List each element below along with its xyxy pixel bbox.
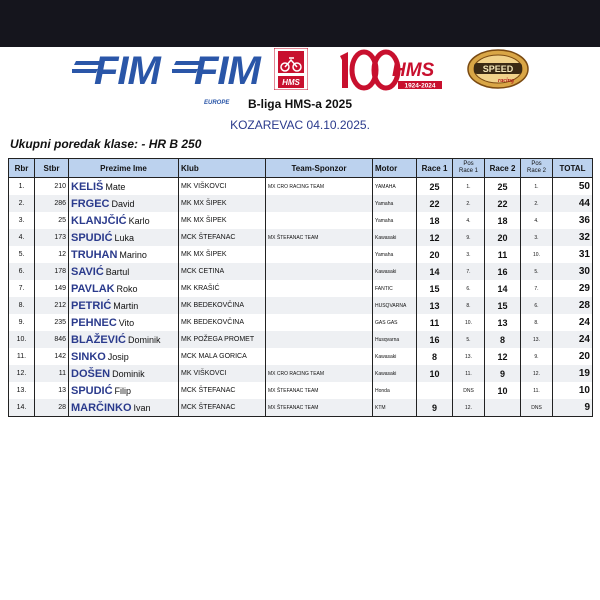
rider-firstname: Josip (107, 351, 129, 362)
cell-race1: 18 (417, 212, 453, 229)
table-row (9, 280, 593, 297)
cell-team: MX ŠTEFANAC TEAM (266, 382, 373, 399)
cell-pos-race1: 5. (453, 331, 485, 348)
event-subtitle: KOZAREVAC 04.10.2025. (230, 118, 370, 132)
header-race2: Race 2 (485, 159, 521, 178)
cell-rbr: 12. (9, 365, 35, 382)
cell-name (69, 212, 179, 229)
cell-race1: 9 (417, 399, 453, 417)
cell-club: MCK ŠTEFANAC (179, 382, 266, 399)
page-title: B-liga HMS-a 2025 (247, 97, 353, 111)
cell-stbr: 210 (35, 178, 69, 196)
cell-motor: Kawasaki (373, 365, 417, 382)
cell-total: 24 (553, 314, 593, 331)
cell-total: 44 (553, 195, 593, 212)
cell-team (266, 348, 373, 365)
rider-surname: PAVLAK (71, 282, 115, 295)
cell-race2: 16 (485, 263, 521, 280)
results-body (9, 178, 593, 417)
cell-stbr: 25 (35, 212, 69, 229)
cell-team: MX ŠTEFANAC TEAM (266, 229, 373, 246)
cell-stbr: 173 (35, 229, 69, 246)
cell-name (69, 195, 179, 212)
cell-pos-race1: 1. (453, 178, 485, 196)
cell-total: 50 (553, 178, 593, 196)
rider-surname: PETRIĆ (71, 299, 112, 312)
cell-rbr: 13. (9, 382, 35, 399)
cell-name (69, 348, 179, 365)
cell-stbr: 178 (35, 263, 69, 280)
cell-race2: 10 (485, 382, 521, 399)
cell-motor: KTM (373, 399, 417, 417)
rider-firstname: Martin (113, 300, 139, 311)
cell-motor: FANTIC (373, 280, 417, 297)
cell-race1: 20 (417, 246, 453, 263)
cell-name (69, 365, 179, 382)
cell-race2 (485, 399, 521, 417)
cell-pos-race2: 2. (521, 195, 553, 212)
cell-name (69, 280, 179, 297)
speed-racing-logo (466, 48, 530, 90)
cell-pos-race2: DNS (521, 399, 553, 417)
rider-surname: MARČINKO (71, 401, 132, 414)
cell-club: MK VIŠKOVCI (179, 365, 266, 382)
rider-surname: FRGEC (71, 197, 110, 210)
cell-motor: Honda (373, 382, 417, 399)
cell-club: MK MX ŠIPEK (179, 212, 266, 229)
cell-stbr: 11 (35, 365, 69, 382)
cell-team (266, 280, 373, 297)
cell-motor: Kawasaki (373, 263, 417, 280)
cell-race1: 10 (417, 365, 453, 382)
rider-firstname: Roko (116, 283, 138, 294)
cell-total: 36 (553, 212, 593, 229)
table-row (9, 382, 593, 399)
table-row (9, 212, 593, 229)
cell-team (266, 297, 373, 314)
cell-team (266, 263, 373, 280)
cell-race1: 13 (417, 297, 453, 314)
cell-race1: 22 (417, 195, 453, 212)
rider-surname: BLAŽEVIĆ (71, 333, 126, 346)
table-row (9, 399, 593, 417)
rider-surname: SPUDIĆ (71, 231, 113, 244)
cell-race2: 8 (485, 331, 521, 348)
header-name: Prezime Ime (69, 159, 179, 178)
cell-pos-race1: 3. (453, 246, 485, 263)
cell-total: 19 (553, 365, 593, 382)
class-label: Ukupni poredak klase: - HR B 250 (10, 137, 202, 151)
header-motor: Motor (373, 159, 417, 178)
rider-firstname: Karlo (128, 215, 150, 226)
cell-rbr: 14. (9, 399, 35, 417)
cell-team (266, 195, 373, 212)
rider-firstname: Luka (114, 232, 135, 243)
cell-team (266, 331, 373, 348)
rider-surname: SAVIĆ (71, 265, 104, 278)
rider-surname: PEHNEC (71, 316, 117, 329)
cell-pos-race2: 3. (521, 229, 553, 246)
cell-motor: Yamaha (373, 212, 417, 229)
rider-firstname: Dominik (127, 334, 161, 345)
cell-race2: 25 (485, 178, 521, 196)
cell-name (69, 314, 179, 331)
rider-firstname: Vito (118, 317, 135, 328)
cell-club: MCK MALA GORICA (179, 348, 266, 365)
cell-race1: 15 (417, 280, 453, 297)
hms-100-years-logo (334, 48, 444, 92)
cell-rbr: 4. (9, 229, 35, 246)
header-pos-race2: Pos Race 2 (521, 159, 553, 178)
cell-rbr: 3. (9, 212, 35, 229)
cell-total: 20 (553, 348, 593, 365)
cell-name (69, 331, 179, 348)
header-stbr: Stbr (35, 159, 69, 178)
cell-motor: HUSQVARNA (373, 297, 417, 314)
header-total: TOTAL (553, 159, 593, 178)
cell-total: 31 (553, 246, 593, 263)
svg-text:HMS: HMS (392, 60, 435, 81)
cell-club: MK BEDEKOVČINA (179, 297, 266, 314)
cell-club: MK MX ŠIPEK (179, 246, 266, 263)
table-row (9, 178, 593, 196)
header-club: Klub (179, 159, 266, 178)
cell-race1 (417, 382, 453, 399)
rider-firstname: Bartul (105, 266, 130, 277)
cell-pos-race2: 13. (521, 331, 553, 348)
cell-team (266, 212, 373, 229)
cell-club: MCK ŠTEFANAC (179, 399, 266, 417)
header-race1: Race 1 (417, 159, 453, 178)
cell-stbr: 235 (35, 314, 69, 331)
cell-pos-race2: 8. (521, 314, 553, 331)
cell-race2: 14 (485, 280, 521, 297)
cell-total: 9 (553, 399, 593, 417)
cell-race1: 25 (417, 178, 453, 196)
rider-firstname: Dominik (112, 368, 145, 379)
cell-pos-race2: 4. (521, 212, 553, 229)
cell-pos-race2: 10. (521, 246, 553, 263)
cell-pos-race1: DNS (453, 382, 485, 399)
cell-race2: 15 (485, 297, 521, 314)
cell-rbr: 1. (9, 178, 35, 196)
cell-name (69, 399, 179, 417)
hms-logo (274, 48, 308, 90)
rider-surname: SPUDIĆ (71, 384, 113, 397)
cell-motor: Husqvarna (373, 331, 417, 348)
cell-club: MK VIŠKOVCI (179, 178, 266, 196)
cell-total: 10 (553, 382, 593, 399)
cell-pos-race1: 8. (453, 297, 485, 314)
cell-rbr: 8. (9, 297, 35, 314)
cell-rbr: 6. (9, 263, 35, 280)
table-header-row (9, 159, 593, 178)
table-row (9, 229, 593, 246)
cell-pos-race2: 11. (521, 382, 553, 399)
cell-stbr: 149 (35, 280, 69, 297)
cell-pos-race2: 7. (521, 280, 553, 297)
header-pos-race1: Pos Race 1 (453, 159, 485, 178)
table-row (9, 297, 593, 314)
cell-race1: 8 (417, 348, 453, 365)
cell-club: MK POŽEGA PROMET (179, 331, 266, 348)
cell-team (266, 314, 373, 331)
cell-pos-race1: 12. (453, 399, 485, 417)
cell-name (69, 382, 179, 399)
svg-text:1924-2024: 1924-2024 (404, 82, 436, 90)
table-row (9, 195, 593, 212)
cell-race2: 9 (485, 365, 521, 382)
cell-motor: Yamaha (373, 195, 417, 212)
cell-total: 32 (553, 229, 593, 246)
cell-total: 29 (553, 280, 593, 297)
cell-name (69, 229, 179, 246)
rider-firstname: Mate (105, 181, 126, 192)
cell-club: MCK CETINA (179, 263, 266, 280)
cell-team: MX ŠTEFANAC TEAM (266, 399, 373, 417)
cell-pos-race1: 7. (453, 263, 485, 280)
cell-pos-race1: 2. (453, 195, 485, 212)
header-team: Team-Sponzor (266, 159, 373, 178)
cell-motor: Kawasaki (373, 229, 417, 246)
cell-pos-race2: 9. (521, 348, 553, 365)
cell-race1: 14 (417, 263, 453, 280)
cell-team: MX CRO RACING TEAM (266, 365, 373, 382)
cell-total: 28 (553, 297, 593, 314)
cell-stbr: 13 (35, 382, 69, 399)
cell-race2: 13 (485, 314, 521, 331)
cell-pos-race1: 6. (453, 280, 485, 297)
rider-firstname: Marino (119, 249, 147, 260)
cell-club: MCK ŠTEFANAC (179, 229, 266, 246)
table-row (9, 331, 593, 348)
cell-stbr: 286 (35, 195, 69, 212)
cell-stbr: 846 (35, 331, 69, 348)
cell-motor: GAS GAS (373, 314, 417, 331)
top-bar (0, 0, 600, 47)
cell-club: MK MX ŠIPEK (179, 195, 266, 212)
cell-rbr: 5. (9, 246, 35, 263)
cell-rbr: 10. (9, 331, 35, 348)
cell-pos-race1: 4. (453, 212, 485, 229)
cell-race1: 12 (417, 229, 453, 246)
rider-surname: TRUHAN (71, 248, 118, 261)
svg-text:HMS: HMS (282, 78, 300, 87)
rider-surname: DOŠEN (71, 367, 111, 380)
cell-pos-race2: 5. (521, 263, 553, 280)
svg-text:racing: racing (497, 78, 515, 84)
cell-stbr: 28 (35, 399, 69, 417)
table-row (9, 348, 593, 365)
cell-rbr: 7. (9, 280, 35, 297)
table-row (9, 263, 593, 280)
cell-team (266, 246, 373, 263)
cell-pos-race2: 6. (521, 297, 553, 314)
cell-race1: 16 (417, 331, 453, 348)
cell-pos-race1: 13. (453, 348, 485, 365)
cell-race2: 11 (485, 246, 521, 263)
cell-pos-race1: 10. (453, 314, 485, 331)
cell-team: MX CRO RACING TEAM (266, 178, 373, 196)
cell-stbr: 212 (35, 297, 69, 314)
cell-race2: 22 (485, 195, 521, 212)
cell-name (69, 178, 179, 196)
fim-europe-logo: FIM EUROPE (172, 51, 238, 91)
cell-club: MK KRAŠIĆ (179, 280, 266, 297)
rider-surname: SINKO (71, 350, 106, 363)
rider-firstname: David (111, 198, 135, 209)
rider-surname: KLANJČIĆ (71, 214, 127, 227)
cell-rbr: 9. (9, 314, 35, 331)
header-rbr: Rbr (9, 159, 35, 178)
cell-rbr: 11. (9, 348, 35, 365)
svg-text:SPEED: SPEED (482, 64, 514, 74)
cell-total: 30 (553, 263, 593, 280)
table-row (9, 246, 593, 263)
cell-stbr: 142 (35, 348, 69, 365)
table-row (9, 365, 593, 382)
cell-club: MK BEDEKOVČINA (179, 314, 266, 331)
cell-pos-race1: 9. (453, 229, 485, 246)
cell-name (69, 246, 179, 263)
cell-race2: 18 (485, 212, 521, 229)
rider-firstname: Filip (114, 385, 132, 396)
cell-name (69, 297, 179, 314)
cell-total: 24 (553, 331, 593, 348)
rider-firstname: Ivan (133, 402, 151, 413)
cell-race1: 11 (417, 314, 453, 331)
rider-surname: KELIŠ (71, 180, 104, 193)
cell-motor: Yamaha (373, 246, 417, 263)
cell-race2: 12 (485, 348, 521, 365)
cell-motor: Kawasaki (373, 348, 417, 365)
cell-rbr: 2. (9, 195, 35, 212)
cell-race2: 20 (485, 229, 521, 246)
cell-pos-race2: 1. (521, 178, 553, 196)
cell-stbr: 12 (35, 246, 69, 263)
cell-motor: YAMAHA (373, 178, 417, 196)
cell-pos-race1: 11. (453, 365, 485, 382)
fim-logo: FIM (72, 51, 138, 91)
cell-pos-race2: 12. (521, 365, 553, 382)
table-row (9, 314, 593, 331)
cell-name (69, 263, 179, 280)
results-table (8, 158, 593, 417)
